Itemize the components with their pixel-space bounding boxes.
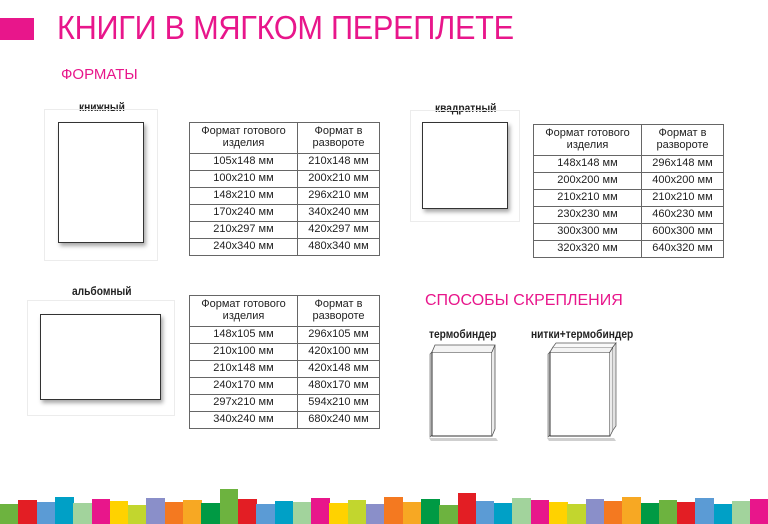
stripe-block	[165, 502, 184, 524]
stripe-block	[128, 505, 147, 524]
table-cell: 296х105 мм	[298, 327, 380, 344]
stripe-block	[421, 499, 440, 524]
stripe-block	[714, 504, 733, 524]
stripe-block	[0, 504, 19, 524]
stripe-block	[512, 498, 531, 524]
stripe-block	[567, 504, 586, 524]
table-cell: 200х200 мм	[534, 173, 642, 190]
table-cell: 460х230 мм	[642, 207, 724, 224]
stripe-block	[750, 499, 768, 524]
table-cell: 420х100 мм	[298, 344, 380, 361]
stripe-block	[256, 504, 275, 524]
stripe-block	[366, 504, 385, 524]
table-row	[190, 412, 380, 429]
table-cell: 400х200 мм	[642, 173, 724, 190]
stripe-block	[110, 501, 129, 524]
table-header-finished: Формат готового изделия	[190, 123, 298, 154]
stripe-block	[641, 503, 660, 524]
stripe-block	[238, 499, 257, 524]
book-format-sample	[58, 122, 144, 243]
stripe-block	[275, 501, 294, 524]
table-cell: 600х300 мм	[642, 224, 724, 241]
table-row	[534, 241, 724, 258]
stripe-block	[586, 499, 605, 524]
table-cell: 148х105 мм	[190, 327, 298, 344]
table-cell: 594х210 мм	[298, 395, 380, 412]
stripe-block	[695, 498, 714, 524]
stripe-block	[220, 489, 239, 524]
table-cell: 296х210 мм	[298, 188, 380, 205]
stripe-block	[55, 497, 74, 524]
table-cell: 296х148 мм	[642, 156, 724, 173]
table-cell: 210х210 мм	[534, 190, 642, 207]
stripe-block	[476, 501, 495, 524]
stripe-block	[403, 502, 422, 524]
table-cell: 480х170 мм	[298, 378, 380, 395]
table-cell: 480х340 мм	[298, 239, 380, 256]
table-row	[190, 222, 380, 239]
table-cell: 340х240 мм	[190, 412, 298, 429]
table-cell: 210х297 мм	[190, 222, 298, 239]
table-row	[534, 156, 724, 173]
table-row	[190, 344, 380, 361]
stripe-block	[329, 503, 348, 524]
formats-heading: ФОРМАТЫ	[61, 66, 138, 83]
stripe-block	[37, 502, 56, 524]
table-header-finished: Формат готового изделия	[534, 125, 642, 156]
stripe-block	[201, 503, 220, 524]
square-format-label: квадратный	[435, 101, 497, 115]
book-format-table	[189, 122, 380, 256]
page-title: КНИГИ В МЯГКОМ ПЕРЕПЛЕТЕ	[57, 9, 514, 46]
table-row	[190, 327, 380, 344]
square-format-table	[533, 124, 724, 258]
table-row	[190, 395, 380, 412]
stripe-block	[659, 500, 678, 524]
stripe-block	[622, 497, 641, 524]
table-cell: 230х230 мм	[534, 207, 642, 224]
table-cell: 420х148 мм	[298, 361, 380, 378]
table-cell: 300х300 мм	[534, 224, 642, 241]
table-header-finished: Формат готового изделия	[190, 296, 298, 327]
table-cell: 200х210 мм	[298, 171, 380, 188]
table-cell: 148х148 мм	[534, 156, 642, 173]
binding-heading: СПОСОБЫ СКРЕПЛЕНИЯ	[425, 292, 623, 309]
table-cell: 340х240 мм	[298, 205, 380, 222]
table-cell: 210х148 мм	[190, 361, 298, 378]
title-accent-bar	[0, 18, 34, 40]
table-cell: 420х297 мм	[298, 222, 380, 239]
table-row	[190, 205, 380, 222]
stripe-block	[311, 498, 330, 524]
table-row	[190, 188, 380, 205]
stripe-block	[732, 501, 751, 524]
table-cell: 297х210 мм	[190, 395, 298, 412]
book-format-label: книжный	[79, 100, 125, 114]
table-cell: 320х320 мм	[534, 241, 642, 258]
table-header-spread: Формат в развороте	[642, 125, 724, 156]
thermobinder-brochure-icon	[426, 340, 500, 444]
table-cell: 148х210 мм	[190, 188, 298, 205]
thread-thermobinder-brochure-icon	[544, 340, 618, 444]
table-row	[190, 239, 380, 256]
stripe-block	[677, 502, 696, 524]
table-cell: 680х240 мм	[298, 412, 380, 429]
stripe-block	[494, 503, 513, 524]
stripe-block	[293, 502, 312, 524]
stripe-block	[439, 505, 458, 524]
table-header-spread: Формат в развороте	[298, 123, 380, 154]
stripe-block	[73, 503, 92, 524]
table-cell: 210х100 мм	[190, 344, 298, 361]
stripe-block	[183, 500, 202, 524]
table-row	[190, 171, 380, 188]
binding-label-thread-thermobinder: нитки+термобиндер	[531, 327, 634, 341]
stripe-block	[384, 497, 403, 524]
table-cell: 210х148 мм	[298, 154, 380, 171]
table-cell: 100х210 мм	[190, 171, 298, 188]
square-format-sample	[422, 122, 508, 209]
stripe-block	[146, 498, 165, 524]
stripe-block	[549, 502, 568, 524]
table-row	[534, 190, 724, 207]
table-row	[534, 173, 724, 190]
stripe-block	[92, 499, 111, 524]
table-row	[534, 207, 724, 224]
stripe-block	[348, 500, 367, 524]
table-cell: 240х170 мм	[190, 378, 298, 395]
decorative-color-stripe	[0, 489, 768, 524]
table-cell: 240х340 мм	[190, 239, 298, 256]
table-row	[190, 154, 380, 171]
table-row	[190, 378, 380, 395]
stripe-block	[604, 501, 623, 524]
table-cell: 105х148 мм	[190, 154, 298, 171]
binding-label-thermobinder: термобиндер	[429, 327, 497, 341]
table-row	[190, 361, 380, 378]
stripe-block	[18, 500, 37, 524]
stripe-block	[458, 493, 477, 524]
album-format-sample	[40, 314, 161, 400]
table-header-spread: Формат в развороте	[298, 296, 380, 327]
table-cell: 170х240 мм	[190, 205, 298, 222]
album-format-label: альбомный	[72, 284, 132, 298]
album-format-table	[189, 295, 380, 429]
table-cell: 210х210 мм	[642, 190, 724, 207]
table-row	[534, 224, 724, 241]
stripe-block	[531, 500, 550, 524]
table-cell: 640х320 мм	[642, 241, 724, 258]
